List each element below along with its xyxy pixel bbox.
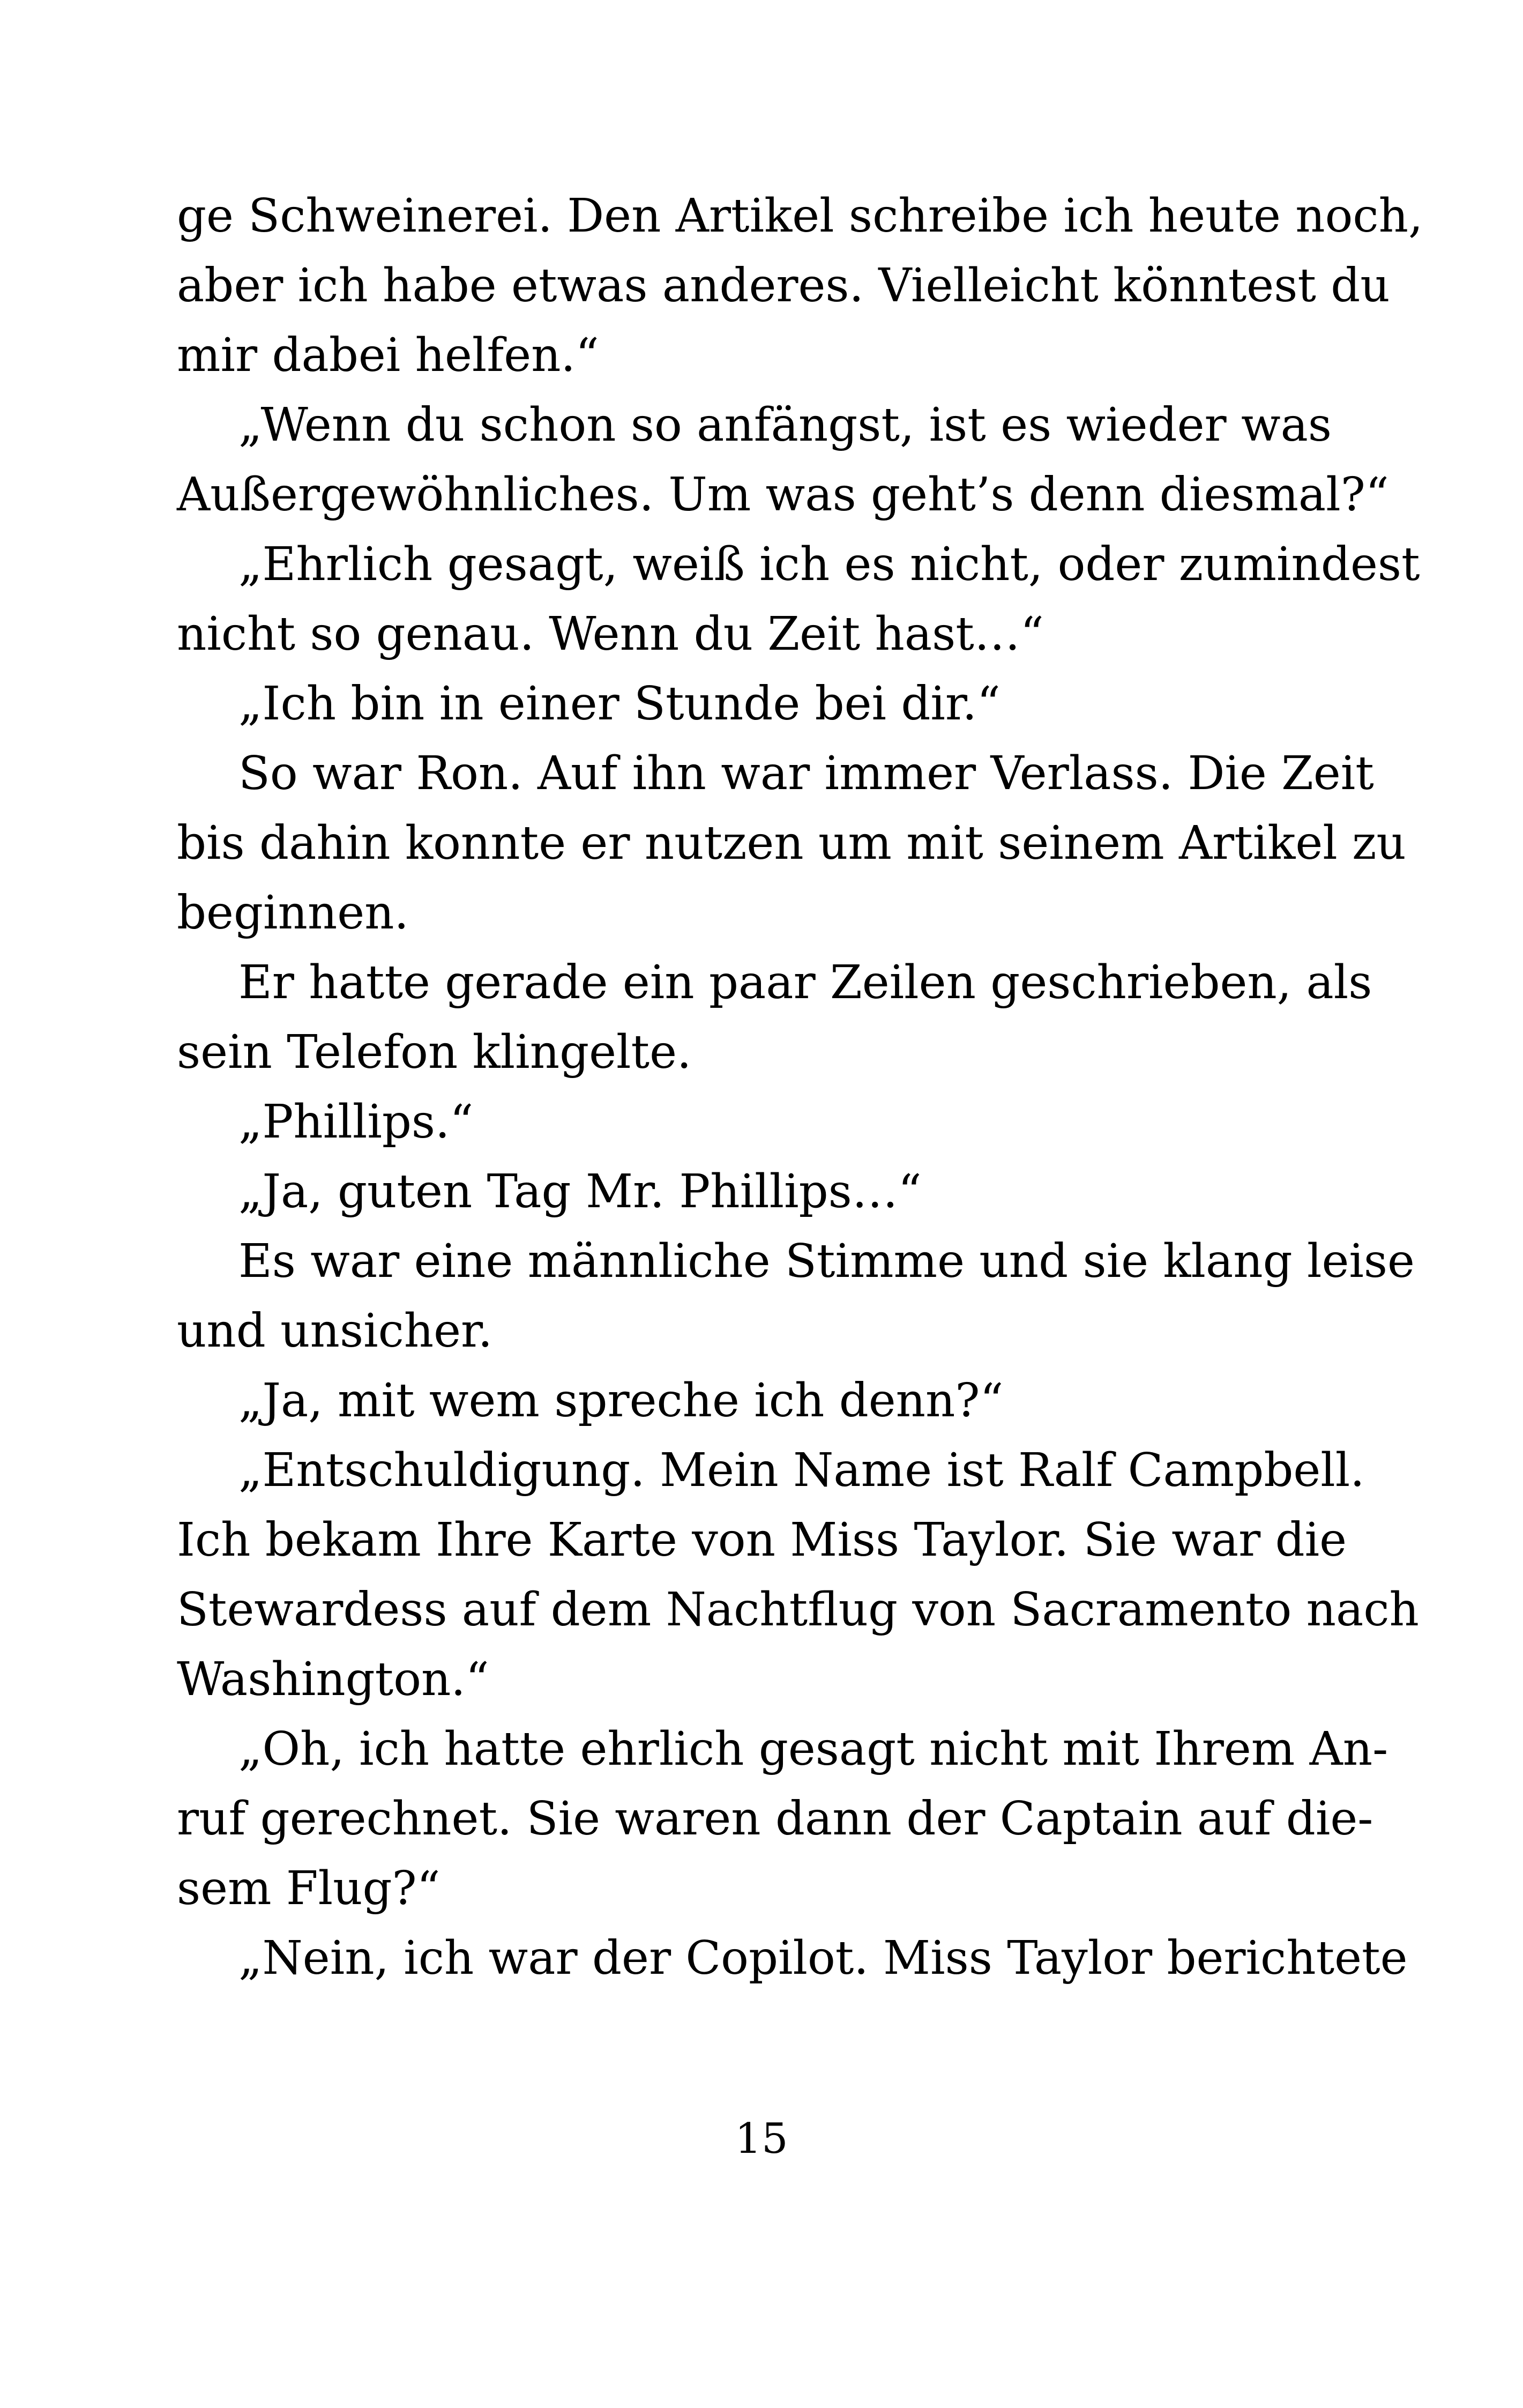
text-line: So war Ron. Auf ihn war immer Verlass. Die Zeit: [238, 747, 1374, 800]
text-line: mir dabei helfen.“: [177, 329, 599, 382]
text-line: Er hatte gerade ein paar Zeilen geschrieben, als: [238, 956, 1372, 1009]
text-line: Ich bekam Ihre Karte von Miss Taylor. Sie war die: [177, 1513, 1347, 1567]
text-line: Außergewöhnliches. Um was geht’s denn diesmal?“: [177, 468, 1389, 522]
text-line: „Nein, ich war der Copilot. Miss Taylor berichtete: [238, 1931, 1408, 1985]
text-line: sem Flug?“: [177, 1862, 441, 1915]
text-line: ge Schweinerei. Den Artikel schreibe ich heute noch,: [177, 189, 1423, 243]
text-line: ruf gerechnet. Sie waren dann der Captain auf die-: [177, 1792, 1373, 1846]
text-line: Washington.“: [177, 1653, 489, 1706]
text-line: Es war eine männliche Stimme und sie klang leise: [238, 1235, 1415, 1288]
body-text: [177, 181, 1423, 1993]
text-line: aber ich habe etwas anderes. Vielleicht könntest du: [177, 259, 1390, 313]
text-line: Stewardess auf dem Nachtflug von Sacramento nach: [177, 1583, 1419, 1637]
text-line: „Wenn du schon so anfängst, ist es wieder was: [238, 398, 1332, 452]
text-line: „Phillips.“: [238, 1095, 474, 1149]
text-line: „Entschuldigung. Mein Name ist Ralf Campbell.: [238, 1444, 1365, 1497]
text-line: „Ehrlich gesagt, weiß ich es nicht, oder zumindest: [238, 538, 1420, 591]
text-line: und unsicher.: [177, 1304, 493, 1358]
text-line: „Oh, ich hatte ehrlich gesagt nicht mit Ihrem An-: [238, 1722, 1388, 1776]
text-line: bis dahin konnte er nutzen um mit seinem Artikel zu: [177, 816, 1406, 870]
text-line: beginnen.: [177, 886, 409, 940]
text-line: „Ja, guten Tag Mr. Phillips…“: [238, 1165, 922, 1218]
text-line: sein Telefon klingelte.: [177, 1025, 692, 1079]
page-number: 15: [735, 2115, 788, 2163]
text-line: „Ja, mit wem spreche ich denn?“: [238, 1374, 1004, 1428]
text-line: „Ich bin in einer Stunde bei dir.“: [238, 677, 1001, 731]
text-line: nicht so genau. Wenn du Zeit hast…“: [177, 607, 1044, 661]
